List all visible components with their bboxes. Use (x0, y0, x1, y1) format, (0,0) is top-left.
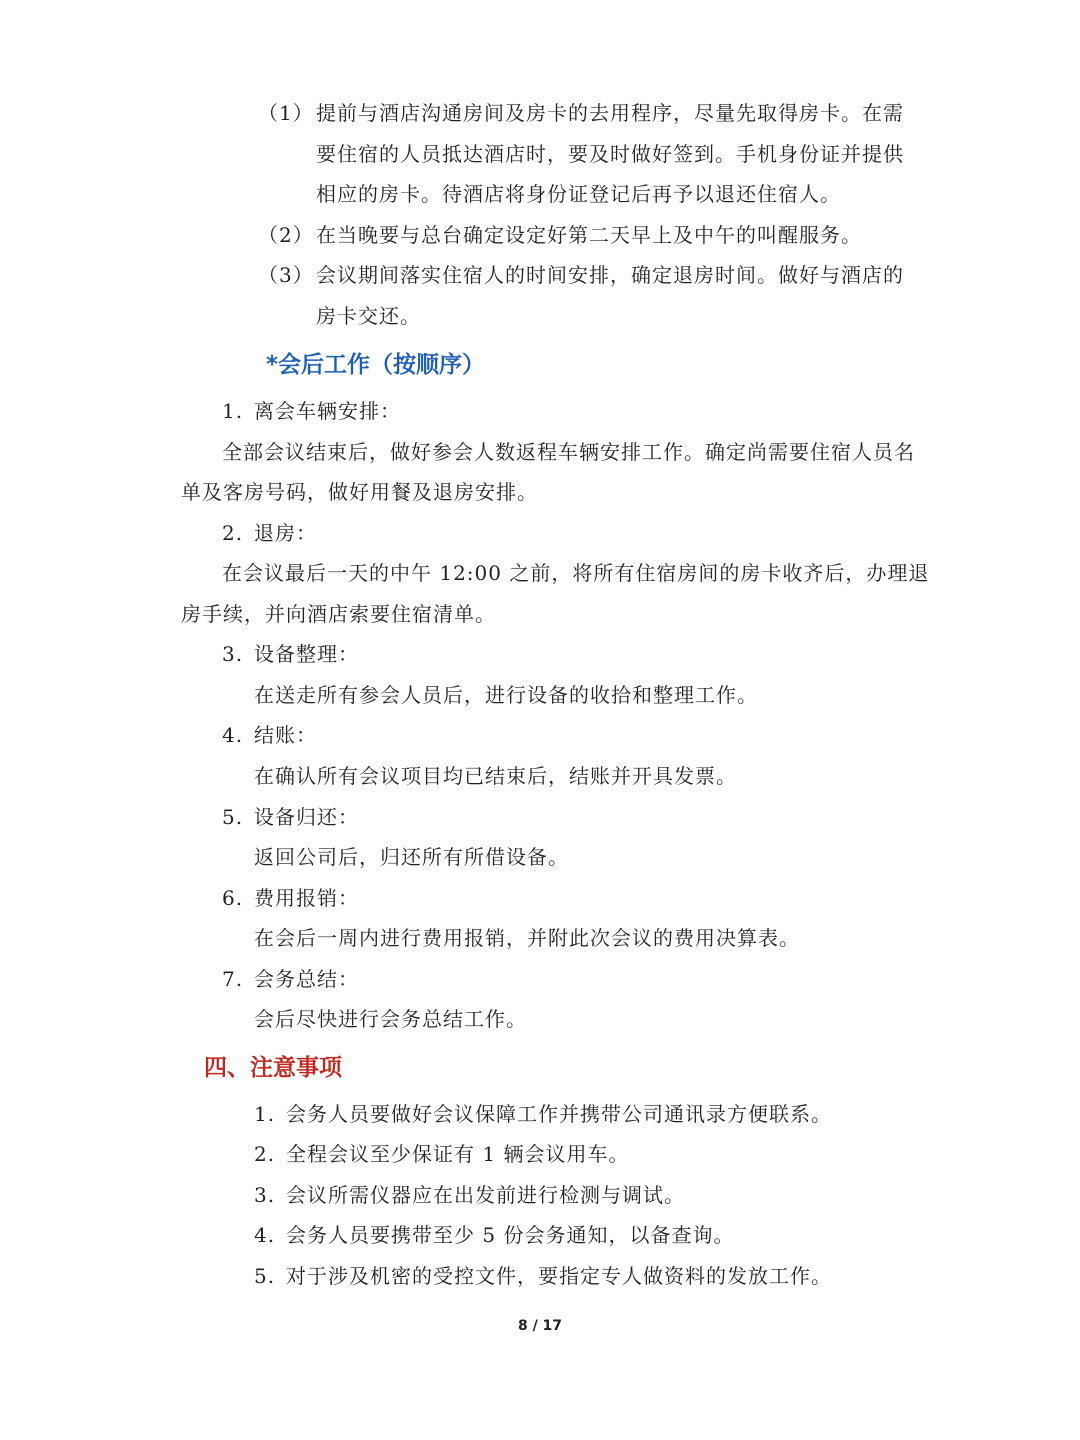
item-number: 6. (222, 886, 244, 910)
after-item-5-label (222, 797, 359, 837)
item-label: 结账： (254, 723, 317, 747)
hotel-item-text: 提前与酒店沟通房间及房卡的去用程序，尽量先取得房卡。在需 (316, 101, 904, 125)
item-number: 3. (222, 642, 244, 666)
note-text: 会务人员要携带至少 5 份会务通知，以备查询。 (286, 1223, 735, 1247)
item-label: 离会车辆安排： (254, 399, 401, 423)
item-number: 4. (254, 1223, 276, 1247)
after-item-1-label (222, 391, 401, 431)
note-text: 对于涉及机密的受控文件，要指定专人做资料的发放工作。 (286, 1264, 832, 1288)
note-text: 会务人员要做好会议保障工作并携带公司通讯录方便联系。 (286, 1102, 832, 1126)
note-item-2 (254, 1134, 629, 1174)
after-item-4-label (222, 715, 317, 755)
after-item-6-text: 在会后一周内进行费用报销，并附此次会议的费用决算表。 (254, 926, 800, 950)
after-meeting-heading: *会后工作（按顺序） (266, 352, 486, 378)
hotel-item-1-line-2: 要住宿的人员抵达酒店时，要及时做好签到。手机身份证并提供 (316, 142, 904, 166)
hotel-item-1-line-3: 相应的房卡。待酒店将身份证登记后再予以退还住宿人。 (316, 182, 841, 206)
item-label: 设备整理： (254, 642, 359, 666)
after-item-3-text: 在送走所有参会人员后，进行设备的收拾和整理工作。 (254, 683, 758, 707)
item-number: 1. (222, 399, 244, 423)
page-number: 8 / 17 (517, 1318, 563, 1334)
note-item-1 (254, 1094, 832, 1134)
note-item-4 (254, 1215, 734, 1255)
hotel-item-2 (258, 215, 862, 255)
hotel-item-text: 会议期间落实住宿人的时间安排，确定退房时间。做好与酒店的 (316, 263, 904, 287)
after-item-5-text: 返回公司后，归还所有所借设备。 (254, 845, 569, 869)
hotel-item-number: （3） (258, 263, 314, 287)
note-text: 会议所需仪器应在出发前进行检测与调试。 (286, 1183, 685, 1207)
notes-heading: 四、注意事项 (204, 1055, 342, 1081)
after-item-6-label (222, 878, 359, 918)
item-number: 5. (254, 1264, 276, 1288)
hotel-item-1 (258, 93, 904, 133)
item-number: 3. (254, 1183, 276, 1207)
after-item-7-label (222, 959, 359, 999)
note-text: 全程会议至少保证有 1 辆会议用车。 (286, 1142, 630, 1166)
after-item-1-text: 全部会议结束后，做好参会人数返程车辆安排工作。确定尚需要住宿人员名 (222, 440, 915, 464)
after-item-2-label (222, 513, 317, 553)
note-item-3 (254, 1175, 685, 1215)
hotel-item-number: （2） (258, 223, 314, 247)
hotel-item-3 (258, 255, 904, 295)
item-number: 2. (254, 1142, 276, 1166)
item-number: 7. (222, 967, 244, 991)
after-item-7-text: 会后尽快进行会务总结工作。 (254, 1007, 527, 1031)
item-label: 设备归还： (254, 805, 359, 829)
item-label: 会务总结： (254, 967, 359, 991)
item-number: 5. (222, 805, 244, 829)
after-item-4-text: 在确认所有会议项目均已结束后，结账并开具发票。 (254, 764, 737, 788)
hotel-item-3-line-2: 房卡交还。 (316, 304, 421, 328)
item-number: 4. (222, 723, 244, 747)
hotel-item-text: 在当晚要与总台确定设定好第二天早上及中午的叫醒服务。 (316, 223, 862, 247)
note-item-5 (254, 1256, 832, 1296)
after-item-3-label (222, 634, 359, 674)
item-label: 费用报销： (254, 886, 359, 910)
item-label: 退房： (254, 521, 317, 545)
hotel-item-number: （1） (258, 101, 314, 125)
item-number: 2. (222, 521, 244, 545)
after-item-2-text: 在会议最后一天的中午 12:00 之前，将所有住宿房间的房卡收齐后，办理退 (222, 561, 930, 585)
after-item-2-text-2: 房手续，并向酒店索要住宿清单。 (181, 602, 496, 626)
item-number: 1. (254, 1102, 276, 1126)
after-item-1-text-2: 单及客房号码，做好用餐及退房安排。 (181, 480, 538, 504)
